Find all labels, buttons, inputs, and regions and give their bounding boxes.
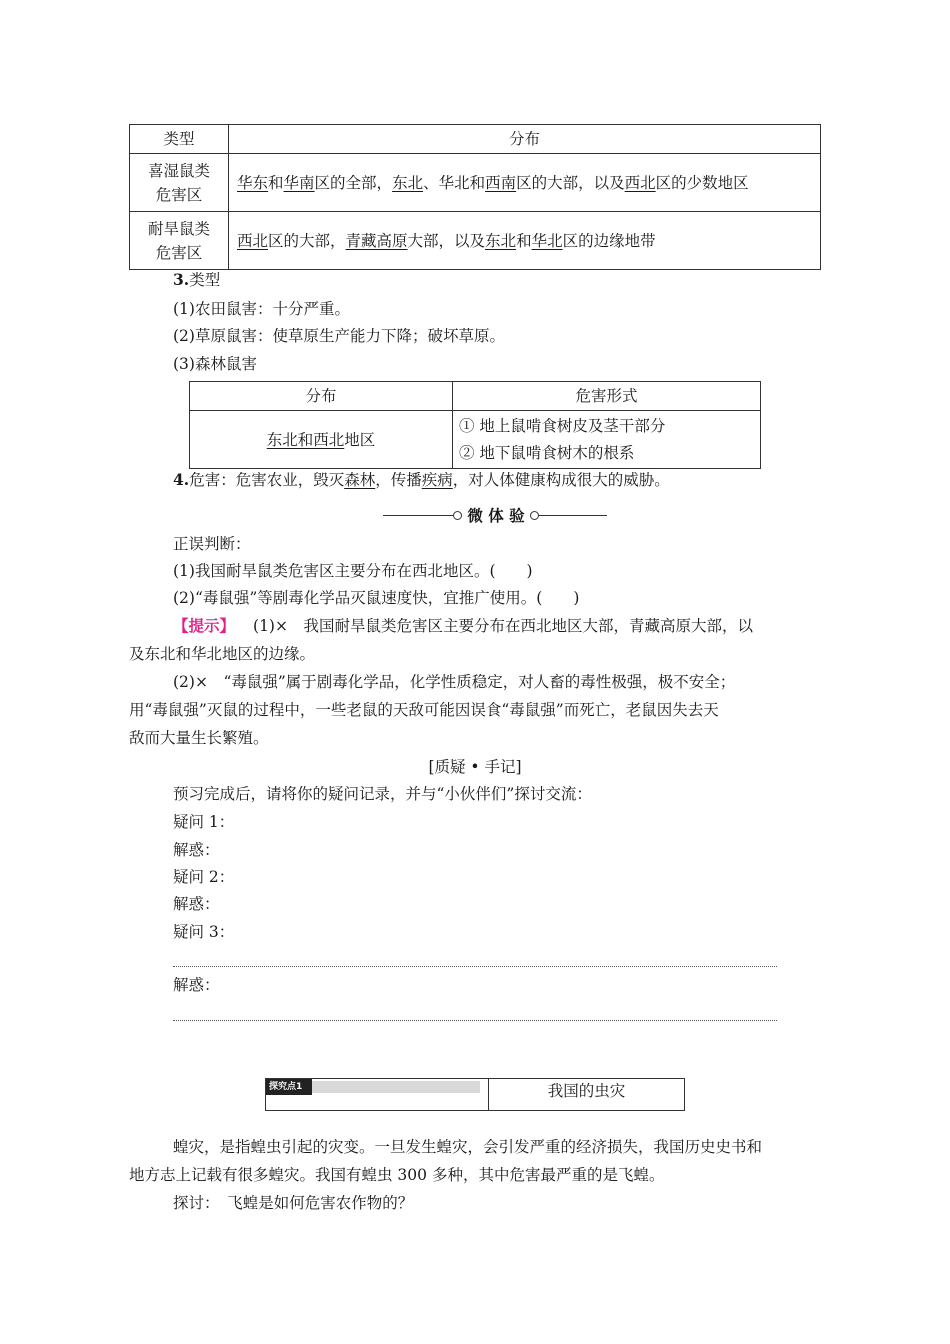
forest-rodent-table (189, 381, 761, 469)
table-row-type: 喜湿鼠类 危害区 (130, 154, 229, 212)
answer-1-label: 解惑： (173, 841, 220, 859)
explore-point-box (265, 1078, 685, 1111)
section-3-item-1: (1)农田鼠害：十分严重。 (173, 300, 350, 318)
hint-1-line-1: 【提示】 (1)× 我国耐旱鼠类危害区主要分布在西北地区大部，青藏高原大部，以 (173, 616, 753, 635)
micro-experience-divider (383, 505, 607, 527)
table-cell-distribution: 东北和西北地区 (190, 411, 453, 469)
explore-badge-bar (312, 1081, 480, 1093)
locust-paragraph-line-1: 蝗灾，是指蝗虫引起的灾变。一旦发生蝗灾，会引发严重的经济损失，我国历史史书和 (173, 1138, 763, 1156)
section-3-item-2: (2)草原鼠害：使草原生产能力下降；破坏草原。 (173, 327, 505, 345)
table-header-harm-form: 危害形式 (453, 382, 761, 411)
explore-title: 我国的虫灾 (547, 1082, 626, 1100)
question-2: (2)“毒鼠强”等剧毒化学品灭鼠速度快，宜推广使用。( ) (173, 589, 580, 607)
micro-experience-title: 微 体 验 (467, 506, 525, 525)
table-row-distribution: 华东和华南区的全部，东北、华北和西南区的大部，以及西北区的少数地区 (229, 154, 821, 212)
hint-label: 【提示】 (173, 616, 236, 635)
table-header-distribution: 分布 (190, 382, 453, 411)
answer-line-1 (173, 966, 777, 967)
rodent-zone-table (129, 124, 821, 270)
section-4-harm: 4.危害：危害农业，毁灭森林，传播疾病，对人体健康构成很大的威胁。 (173, 470, 670, 489)
answer-line-2 (173, 1020, 777, 1021)
divider-circle-right (530, 511, 539, 520)
true-false-intro: 正误判断： (173, 535, 251, 553)
divider-circle-left (453, 511, 462, 520)
doubt-3-label: 疑问 3： (173, 923, 235, 941)
section-3-heading: 3.类型 (173, 270, 221, 289)
table-header-type: 类型 (130, 125, 229, 154)
hint-2-line-2: 用“毒鼠强”灭鼠的过程中，一些老鼠的天敌可能因误食“毒鼠强”而死亡，老鼠因失去天 (129, 701, 719, 719)
table-header-distribution: 分布 (229, 125, 821, 154)
notes-title: [质疑 • 手记] (428, 758, 522, 776)
notes-intro: 预习完成后，请将你的疑问记录，并与“小伙伴们”探讨交流： (173, 785, 592, 803)
locust-paragraph-line-2: 地方志上记载有很多蝗灾。我国有蝗虫 300 多种，其中危害最严重的是飞蝗。 (129, 1166, 665, 1184)
divider-line-right (539, 515, 607, 516)
discussion-question: 探讨： 飞蝗是如何危害农作物的？ (173, 1194, 414, 1212)
hint-2-line-3: 敌而大量生长繁殖。 (129, 729, 269, 747)
doubt-2-label: 疑问 2： (173, 868, 235, 886)
divider-line-left (383, 515, 453, 516)
table-cell-harm-form: ① 地上鼠啃食树皮及茎干部分 ② 地下鼠啃食树木的根系 (453, 411, 761, 469)
section-3-item-3: (3)森林鼠害 (173, 355, 257, 373)
answer-2-label: 解惑： (173, 895, 220, 913)
table-row-type: 耐旱鼠类 危害区 (130, 212, 229, 270)
explore-badge: 探究点1 (266, 1079, 312, 1095)
answer-3-label: 解惑： (173, 976, 220, 994)
hint-2-line-1: (2)× “毒鼠强”属于剧毒化学品，化学性质稳定，对人畜的毒性极强，极不安全； (173, 673, 736, 691)
table-row-distribution: 西北区的大部，青藏高原大部，以及东北和华北区的边缘地带 (229, 212, 821, 270)
question-1: (1)我国耐旱鼠类危害区主要分布在西北地区。( ) (173, 562, 533, 580)
hint-1-line-2: 及东北和华北地区的边缘。 (129, 645, 316, 663)
doubt-1-label: 疑问 1： (173, 813, 235, 831)
